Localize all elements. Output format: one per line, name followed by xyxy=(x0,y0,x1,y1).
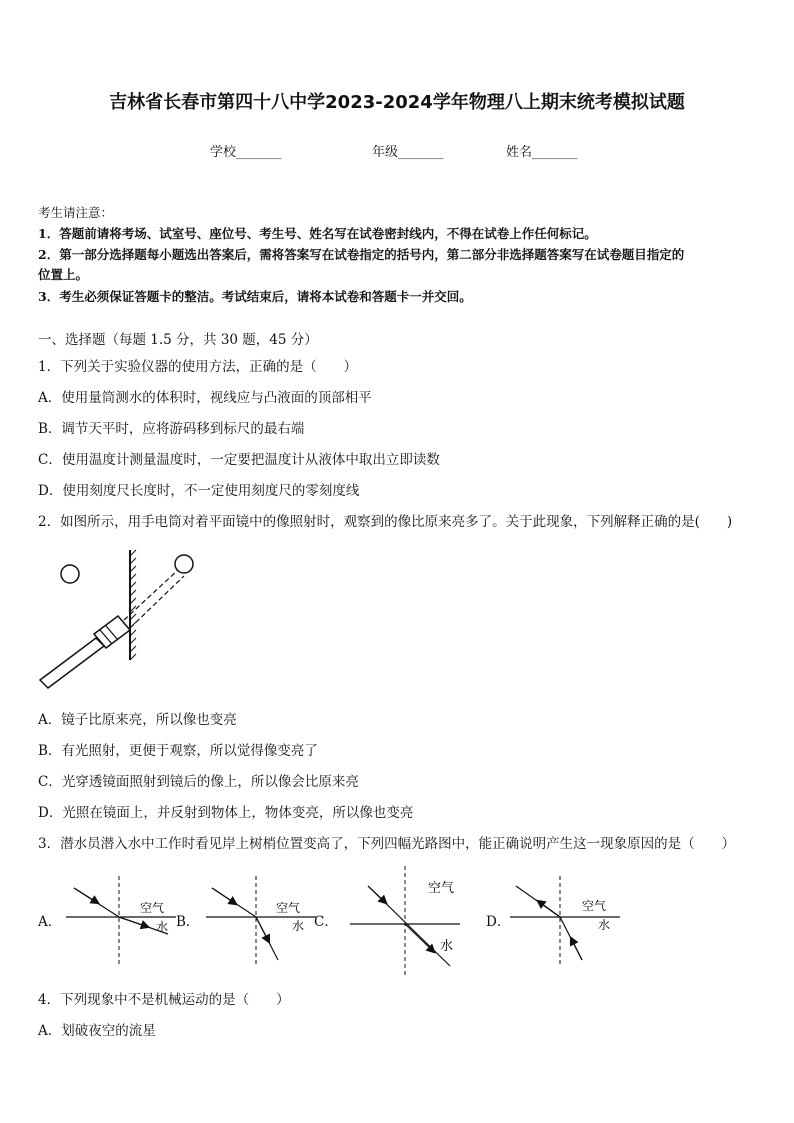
q3-label-d[interactable]: D． xyxy=(486,914,511,930)
refraction-diagram-d xyxy=(510,876,620,966)
q2-stem: 2．如图所示，用手电筒对着平面镜中的像照射时，观察到的像比原来亮多了。关于此现象，下列解释正确的是( ) xyxy=(38,514,733,530)
q1-stem: 1．下列关于实验仪器的使用方法，正确的是（ ） xyxy=(38,359,358,375)
flashlight-icon xyxy=(40,616,130,688)
name-field[interactable]: 姓名_______ xyxy=(506,145,578,160)
object-ball xyxy=(61,565,79,583)
q1-option-b[interactable]: B．调节天平时，应将游码移到标尺的最右端 xyxy=(38,421,305,437)
q3-stem: 3．潜水员潜入水中工作时看见岸上树梢位置变高了，下列四幅光路图中，能正确说明产生这一现象原因的是（ ） xyxy=(38,836,736,852)
q4-stem: 4．下列现象中不是机械运动的是（ ） xyxy=(38,992,290,1008)
q2-option-a[interactable]: A．镜子比原来亮，所以像也变亮 xyxy=(38,712,237,728)
notice-item-3: 3．考生必须保证答题卡的整洁。考试结束后，请将本试卷和答题卡一并交回。 xyxy=(38,289,472,304)
water-label: 水 xyxy=(292,919,305,933)
q1-option-a[interactable]: A．使用量筒测水的体积时，视线应与凸液面的顶部相平 xyxy=(38,390,372,406)
notice-item-2-cont: 位置上。 xyxy=(38,267,89,282)
light-beam-dashed xyxy=(130,576,184,628)
refraction-diagram-a xyxy=(66,876,176,966)
notice-item-1: 1．答题前请将考场、试室号、座位号、考生号、姓名写在试卷密封线内，不得在试卷上作任何标记。 xyxy=(38,226,597,241)
q3-label-a[interactable]: A． xyxy=(38,914,62,930)
air-label: 空气 xyxy=(582,899,607,913)
grade-field[interactable]: 年级_______ xyxy=(372,145,444,160)
q2-option-b[interactable]: B．有光照射，更便于观察，所以觉得像变亮了 xyxy=(38,743,318,759)
page-title: 吉林省长春市第四十八中学2023-2024学年物理八上期末统考模拟试题 xyxy=(109,92,685,113)
section-heading: 一、选择题（每题 1.5 分，共 30 题，45 分） xyxy=(38,332,318,348)
air-label: 空气 xyxy=(276,901,301,915)
air-label: 空气 xyxy=(140,901,165,915)
water-label: 水 xyxy=(156,920,169,934)
air-label: 空气 xyxy=(428,881,455,896)
q3-label-c[interactable]: C． xyxy=(314,914,338,930)
school-field[interactable]: 学校_______ xyxy=(210,145,282,160)
q4-option-a[interactable]: A．划破夜空的流星 xyxy=(38,1023,156,1039)
notice-item-2: 2．第一部分选择题每小题选出答案后，需将答案写在试卷指定的括号内，第二部分非选择题答案写在试卷题目指定的 xyxy=(38,247,685,262)
q1-option-d[interactable]: D．使用刻度尺长度时，不一定使用刻度尺的零刻度线 xyxy=(38,483,360,499)
mirror-flashlight-figure xyxy=(34,548,204,690)
q2-option-d[interactable]: D．光照在镜面上，并反射到物体上，物体变亮，所以像也变亮 xyxy=(38,805,414,821)
water-label: 水 xyxy=(598,918,611,932)
q2-option-c[interactable]: C．光穿透镜面照射到镜后的像上，所以像会比原来亮 xyxy=(38,774,359,790)
water-label: 水 xyxy=(440,939,454,954)
refraction-diagram-c xyxy=(348,866,468,978)
refraction-diagram-b xyxy=(206,876,316,966)
q3-label-b[interactable]: B． xyxy=(176,914,200,930)
q1-option-c[interactable]: C．使用温度计测量温度时，一定要把温度计从液体中取出立即读数 xyxy=(38,452,440,468)
notice-heading: 考生请注意： xyxy=(38,205,114,220)
